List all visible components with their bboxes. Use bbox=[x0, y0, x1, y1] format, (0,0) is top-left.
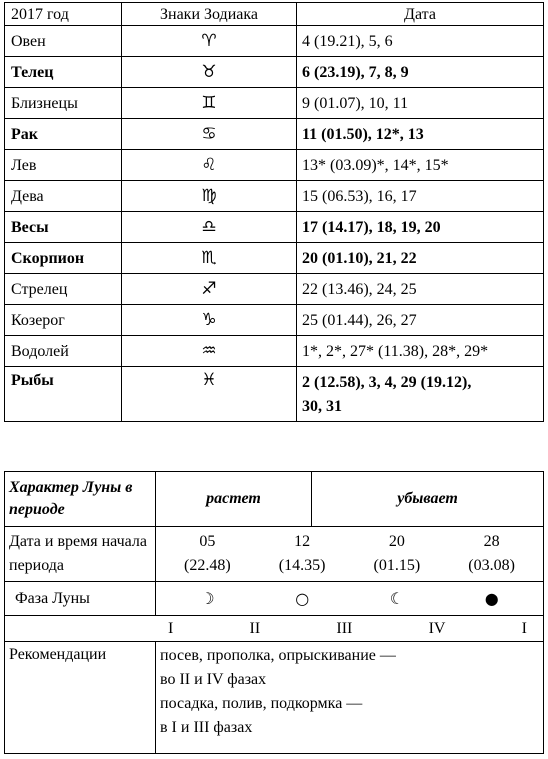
recommendation-line: во II и IV фазах bbox=[160, 671, 267, 688]
virgo-icon: ♍ bbox=[122, 181, 297, 212]
cancer-icon: ♋ bbox=[122, 119, 297, 150]
zodiac-row-scorpio bbox=[5, 243, 544, 274]
period-start-item bbox=[184, 530, 231, 578]
first-quarter-moon-icon: ☽ bbox=[200, 588, 215, 608]
sign-name: Козерог bbox=[5, 305, 122, 336]
new-moon-icon: ● bbox=[484, 588, 499, 608]
phase-roman: II bbox=[249, 619, 261, 637]
sign-name: Скорпион bbox=[5, 243, 122, 274]
phase-roman: I bbox=[168, 619, 174, 637]
moon-character-row bbox=[5, 472, 544, 527]
zodiac-row-pisces bbox=[5, 367, 544, 422]
moon-roman-phases bbox=[5, 616, 544, 642]
phase-roman: III bbox=[336, 619, 353, 637]
sign-dates: 6 (23.19), 7, 8, 9 bbox=[297, 57, 544, 88]
period-start-item bbox=[374, 530, 421, 578]
period-day: 28 bbox=[483, 533, 500, 550]
zodiac-row-libra bbox=[5, 212, 544, 243]
moon-phase-row bbox=[5, 582, 544, 616]
moon-recommendations-row bbox=[5, 642, 544, 754]
sign-dates-line: 2 (12.58), 3, 4, 29 (19.12), bbox=[302, 374, 472, 391]
zodiac-row-aries bbox=[5, 26, 544, 57]
pisces-icon: ♓ bbox=[122, 367, 297, 422]
period-time: (03.08) bbox=[468, 557, 515, 574]
libra-icon: ♎ bbox=[122, 212, 297, 243]
sign-name: Овен bbox=[5, 26, 122, 57]
moon-waning-label: убывает bbox=[312, 472, 544, 527]
period-start-values bbox=[156, 527, 544, 582]
zodiac-row-aquarius bbox=[5, 336, 544, 367]
period-time: (14.35) bbox=[278, 557, 326, 574]
sign-dates: 17 (14.17), 18, 19, 20 bbox=[297, 212, 544, 243]
period-start-item bbox=[468, 530, 515, 578]
moon-period-start-row bbox=[5, 527, 544, 582]
aquarius-icon: ♒ bbox=[122, 336, 297, 367]
sign-dates: 20 (01.10), 21, 22 bbox=[297, 243, 544, 274]
moon-phase-symbols bbox=[156, 582, 544, 616]
taurus-icon: ♉ bbox=[122, 57, 297, 88]
zodiac-row-sagittarius bbox=[5, 274, 544, 305]
sign-dates: 15 (06.53), 16, 17 bbox=[297, 181, 544, 212]
zodiac-row-virgo bbox=[5, 181, 544, 212]
sign-name: Стрелец bbox=[5, 274, 122, 305]
period-time: (22.48) bbox=[184, 557, 231, 574]
scorpio-icon: ♏ bbox=[122, 243, 297, 274]
sign-dates: 13* (03.09)*, 14*, 15* bbox=[297, 150, 544, 181]
zodiac-row-capricorn bbox=[5, 305, 544, 336]
phase-roman: IV bbox=[428, 619, 446, 637]
last-quarter-moon-icon: ☾ bbox=[389, 588, 405, 608]
period-time: (01.15) bbox=[373, 557, 421, 574]
sign-name: Рак bbox=[5, 119, 122, 150]
aries-icon: ♈ bbox=[122, 26, 297, 57]
header-sign: Знаки Зодиака bbox=[122, 3, 297, 26]
gemini-icon: ♊ bbox=[122, 88, 297, 119]
capricorn-icon: ♑ bbox=[122, 305, 297, 336]
moon-phase-label: Фаза Луны bbox=[5, 582, 156, 616]
sign-name: Рыбы bbox=[5, 367, 122, 422]
zodiac-row-taurus bbox=[5, 57, 544, 88]
sagittarius-icon: ♐ bbox=[122, 274, 297, 305]
sign-name: Весы bbox=[5, 212, 122, 243]
sign-name: Близнецы bbox=[5, 88, 122, 119]
sign-dates: 1*, 2*, 27* (11.38), 28*, 29* bbox=[297, 336, 544, 367]
period-day: 20 bbox=[388, 533, 405, 550]
leo-icon: ♌ bbox=[122, 150, 297, 181]
sign-dates: 9 (01.07), 10, 11 bbox=[297, 88, 544, 119]
recommendations-text bbox=[156, 642, 544, 754]
sign-dates: 22 (13.46), 24, 25 bbox=[297, 274, 544, 305]
period-start-label: Дата и время начала периода bbox=[5, 527, 156, 582]
recommendations-label: Рекомендации bbox=[5, 642, 156, 754]
sign-dates: 11 (01.50), 12*, 13 bbox=[297, 119, 544, 150]
recommendation-line: посев, прополка, опрыскивание — bbox=[160, 647, 396, 664]
moon-character-label: Характер Луны в периоде bbox=[5, 472, 156, 527]
recommendation-line: в I и III фазах bbox=[160, 719, 253, 736]
period-day: 12 bbox=[294, 533, 311, 550]
moon-table bbox=[4, 471, 544, 754]
zodiac-header-row bbox=[5, 3, 544, 26]
sign-dates: 4 (19.21), 5, 6 bbox=[297, 26, 544, 57]
sign-dates-line: 30, 31 bbox=[302, 398, 342, 415]
sign-name: Телец bbox=[5, 57, 122, 88]
sign-dates: 25 (01.44), 26, 27 bbox=[297, 305, 544, 336]
full-moon-icon: ○ bbox=[295, 588, 310, 608]
recommendation-line: посадка, полив, подкормка — bbox=[160, 695, 363, 712]
zodiac-row-cancer bbox=[5, 119, 544, 150]
header-year: 2017 год bbox=[5, 3, 122, 26]
period-day: 05 bbox=[199, 533, 216, 550]
phase-roman: I bbox=[521, 619, 527, 637]
sign-name: Лев bbox=[5, 150, 122, 181]
zodiac-table bbox=[4, 2, 544, 422]
sign-name: Водолей bbox=[5, 336, 122, 367]
sign-name: Дева bbox=[5, 181, 122, 212]
moon-waxing-label: растет bbox=[156, 472, 312, 527]
header-date: Дата bbox=[297, 3, 544, 26]
zodiac-row-leo bbox=[5, 150, 544, 181]
period-start-item bbox=[279, 530, 326, 578]
zodiac-row-gemini bbox=[5, 88, 544, 119]
sign-dates bbox=[297, 367, 544, 422]
moon-roman-row bbox=[5, 616, 544, 642]
